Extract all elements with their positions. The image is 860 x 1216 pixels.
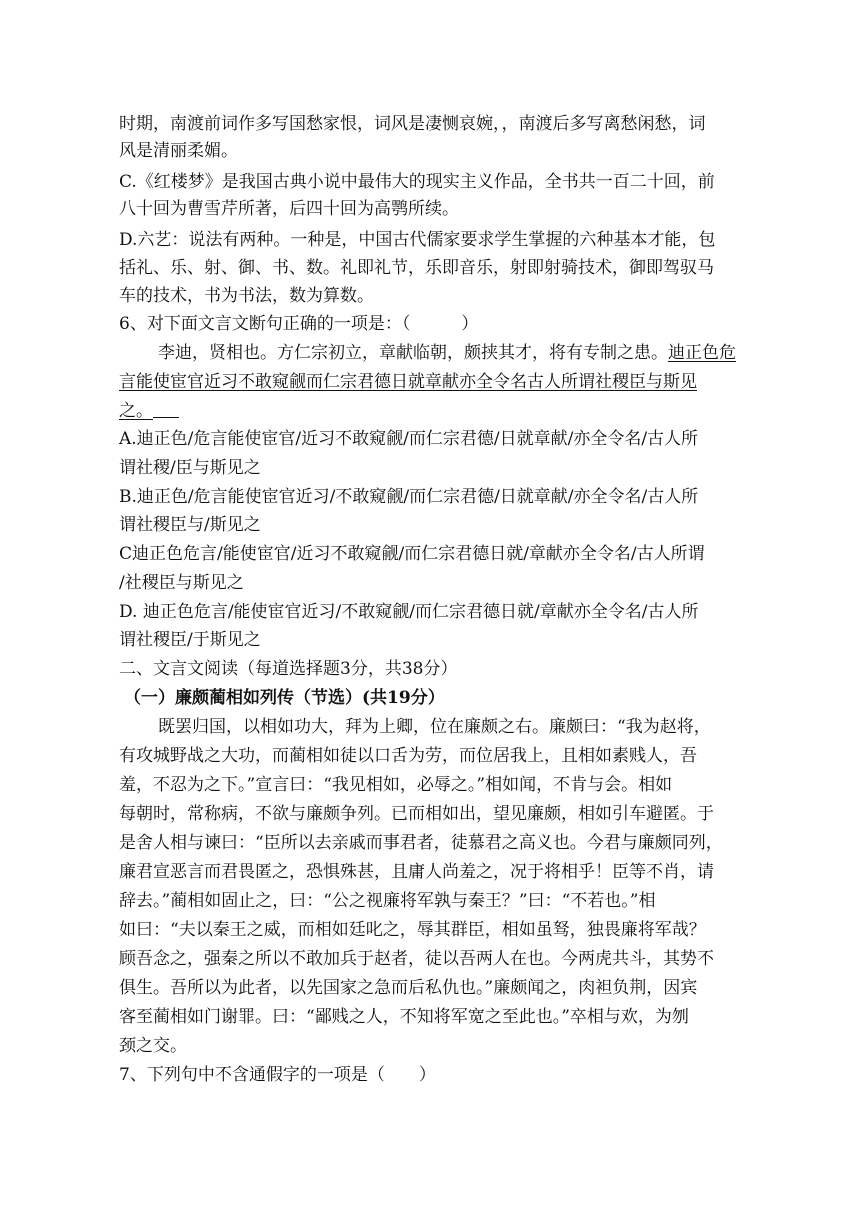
passage-line: 顾吾念之，强秦之所以不敢加兵于赵者，徒以吾两人在也。今两虎共斗，其势不 xyxy=(119,949,714,969)
text-line: 时期，南渡前词作多写国愁家恨，词风是凄恻哀婉，，南渡后多写离愁闲愁，词 xyxy=(119,114,706,134)
option-c-line: C.《红楼梦》是我国古典小说中最伟大的现实主义作品，全书共一百二十回，前 xyxy=(119,172,715,192)
underlined-passage-line xyxy=(119,399,179,425)
underlined-passage-line: 言能使宦官近习不敢窥觎而仁宗君德日就章献亦全令名古人所谓社稷臣与斯见 xyxy=(119,372,697,392)
question-7: 7、下列句中不含通假字的一项是（ ） xyxy=(119,1065,436,1085)
passage-line: 是舍人相与谏曰：“臣所以去亲戚而事君者，徒慕君之高义也。今君与廉颇同列， xyxy=(119,833,723,853)
passage-line: 有攻城野战之大功，而蔺相如徒以口舌为劳，而位居我上，且相如素贱人，吾 xyxy=(119,746,697,766)
text-line: 谓社稷臣与/斯见之 xyxy=(119,515,261,535)
passage-line: 颈之交。 xyxy=(119,1036,187,1056)
text-line: 风是清丽柔媚。 xyxy=(119,141,238,161)
option-b-line: B.迪正色/危言能使宦官近习/不敢窥觎/而仁宗君德/日就章献/亦全令名/古人所 xyxy=(119,487,699,507)
text-line: 八十回为曹雪芹所著，后四十回为高鹗所续。 xyxy=(119,199,459,219)
question-6: 6、对下面文言文断句正确的一项是：（ ） xyxy=(119,314,479,334)
text-line: 谓社稷臣/于斯见之 xyxy=(119,630,261,650)
passage-line: 廉君宣恶言而君畏匿之，恐惧殊甚，且庸人尚羞之，况于将相乎！臣等不肖，请 xyxy=(119,862,714,882)
passage-text: 李迪，贤相也。方仁宗初立，章献临朝，颇挟其才，将有专制之患。 xyxy=(158,343,668,363)
passage-line: 每朝时，常称病，不欲与廉颇争列。已而相如出，望见廉颇，相如引车避匿。于 xyxy=(119,804,714,824)
passage-line: 如曰：“夫以秦王之威，而相如廷叱之，辱其群臣，相如虽驽，独畏廉将军哉？ xyxy=(119,920,706,940)
underlined-passage-text: 之。 xyxy=(119,401,153,421)
passage-line xyxy=(158,341,736,367)
underlined-passage-text: 迪正色危 xyxy=(668,343,736,363)
text-line: /社稷臣与斯见之 xyxy=(119,573,244,593)
passage-line: 俱生。吾所以为此者，以先国家之急而后私仇也。”廉颇闻之，肉袒负荆，因宾 xyxy=(119,978,698,998)
option-d-line: D. 迪正色危言/能使宦官近习/不敢窥觎/而仁宗君德日就/章献亦全令名/古人所 xyxy=(119,602,699,622)
section-heading: 二、文言文阅读（每道选择题3分，共38分） xyxy=(119,659,458,679)
option-c-line: C迪正色危言/能使宦官/近习不敢窥觎/而仁宗君德日就/章献亦全令名/古人所谓 xyxy=(119,544,705,564)
text-line: 车的技术，书为书法，数为算数。 xyxy=(119,286,374,306)
text-line: 括礼、乐、射、御、书、数。礼即礼节，乐即音乐，射即射骑技术，御即驾驭马 xyxy=(119,258,714,278)
text-line: 谓社稷/臣与斯见之 xyxy=(119,458,261,478)
underline-extension xyxy=(153,399,179,418)
passage-line: 客至蔺相如门谢罪。曰：“鄙贱之人，不知将军宽之至此也。”卒相与欢，为刎 xyxy=(119,1007,689,1027)
passage-line: 羞，不忍为之下。”宣言曰：“我见相如，必辱之。”相如闻，不肯与会。相如 xyxy=(119,775,673,795)
passage-line: 既罢归国，以相如功大，拜为上卿，位在廉颇之右。廉颇曰：“我为赵将， xyxy=(158,717,711,737)
option-d-line: D.六艺：说法有两种。一种是，中国古代儒家要求学生掌握的六种基本才能，包 xyxy=(119,230,716,250)
passage-title: （一）廉颇蔺相如列传（节选）(共19分） xyxy=(124,688,445,708)
option-a-line: A.迪正色/危言能使宦官/近习不敢窥觎/而仁宗君德/日就章献/亦全令名/古人所 xyxy=(119,429,699,449)
passage-line: 辞去。”蔺相如固止之，曰：“公之视廉将军孰与秦王？”曰：“不若也。”相 xyxy=(119,891,656,911)
